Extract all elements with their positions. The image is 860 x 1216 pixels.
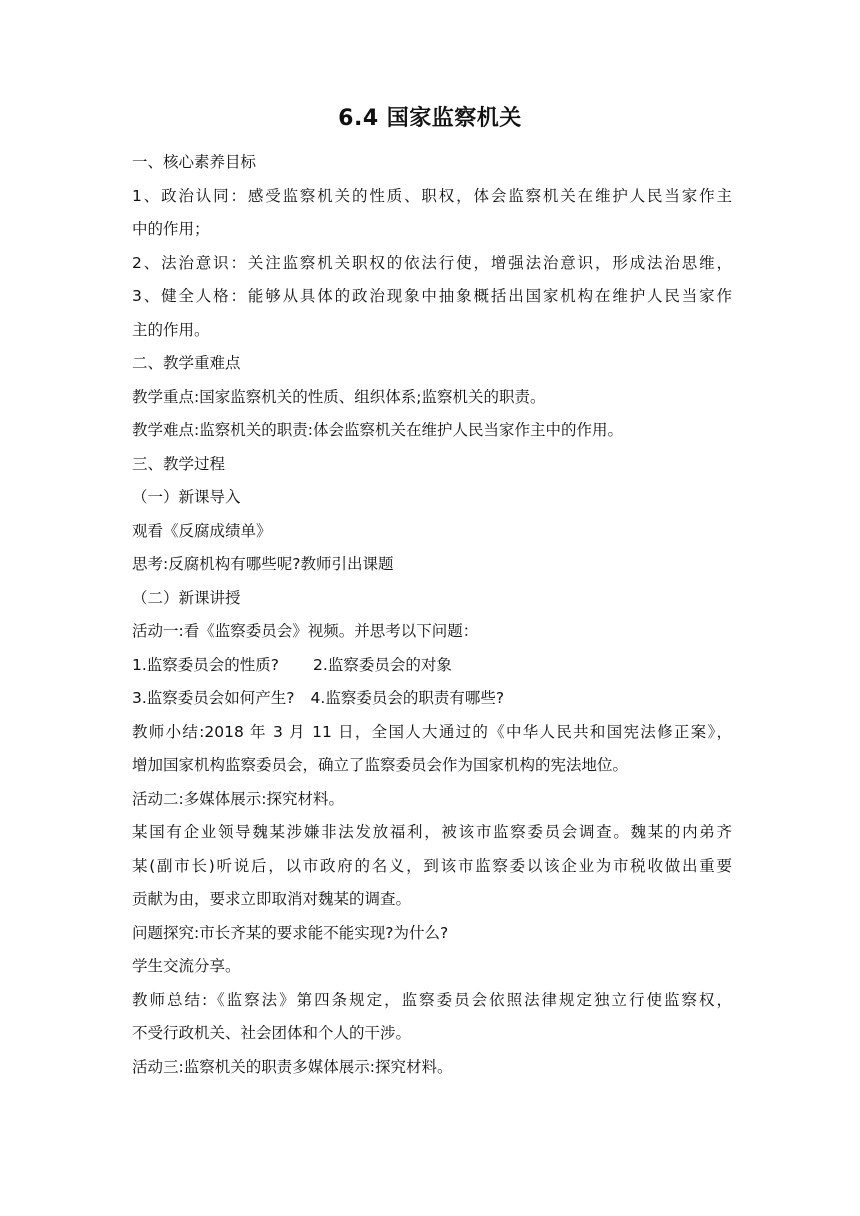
paragraph-line: 贡献为由，要求立即取消对魏某的调查。 xyxy=(132,890,412,908)
paragraph-line: 活动三:监察机关的职责多媒体展示:探究材料。 xyxy=(132,1057,453,1076)
section-heading: 三、教学过程 xyxy=(132,454,226,473)
paragraph-line: 中的作用； xyxy=(132,220,210,238)
paragraph-line: 学生交流分享。 xyxy=(132,957,241,975)
paragraph-line: 思考:反腐机构有哪些呢?教师引出课题 xyxy=(132,555,394,573)
question-row xyxy=(132,682,732,716)
paragraph-line: 教学难点:监察机关的职责:体会监察机关在维护人民当家作主中的作用。 xyxy=(132,421,623,439)
paragraph-line: 增加国家机构监察委员会，确立了监察委员会作为国家机构的宪法地位。 xyxy=(132,756,629,774)
section-heading: 二、教学重难点 xyxy=(132,354,241,372)
question-item: 2.监察委员会的对象 xyxy=(313,655,452,674)
paragraph-line: 3、健全人格：能够从具体的政治现象中抽象概括出国家机构在维护人民当家作 xyxy=(132,287,732,305)
paragraph-line: 活动二:多媒体展示:探究材料。 xyxy=(132,789,344,808)
document-title: 6.4 国家监察机关 xyxy=(338,106,522,131)
paragraph-line: 活动一:看《监察委员会》视频。并思考以下问题： xyxy=(132,622,479,640)
paragraph-line: 某国有企业领导魏某涉嫌非法发放福利，被该市监察委员会调查。魏某的内弟齐 xyxy=(132,823,732,841)
paragraph-line: 不受行政机关、社会团体和个人的干涉。 xyxy=(132,1024,412,1042)
paragraph-line: 教学重点:国家监察机关的性质、组织体系;监察机关的职责。 xyxy=(132,387,546,406)
paragraph-line: 主的作用。 xyxy=(132,320,210,339)
subsection-heading: （二）新课讲授 xyxy=(132,588,241,607)
paragraph-line: 某(副市长)听说后，以市政府的名义，到该市监察委以该企业为市税收做出重要 xyxy=(132,856,732,875)
paragraph-line: 问题探究:市长齐某的要求能不能实现?为什么? xyxy=(132,923,449,942)
paragraph-line: 2、法治意识：关注监察机关职权的依法行使，增强法治意识，形成法治思维， xyxy=(132,253,732,272)
question-item: 4.监察委员会的职责有哪些? xyxy=(310,689,505,707)
question-row xyxy=(132,649,732,683)
paragraph-line: 1、政治认同：感受监察机关的性质、职权，体会监察机关在维护人民当家作主 xyxy=(132,186,732,205)
paragraph-line: 教师小结:2018 年 3 月 11 日，全国人大通过的《中华人民共和国宪法修正案》， xyxy=(132,722,732,741)
section-heading: 一、核心素养目标 xyxy=(132,153,257,171)
subsection-heading: （一）新课导入 xyxy=(132,488,241,506)
question-item: 1.监察委员会的性质? xyxy=(132,655,280,674)
question-item: 3.监察委员会如何产生? xyxy=(132,689,295,707)
paragraph-line: 观看《反腐成绩单》 xyxy=(132,521,272,540)
paragraph-line: 教师总结:《监察法》第四条规定，监察委员会依照法律规定独立行使监察权， xyxy=(132,990,732,1009)
document-body xyxy=(132,146,732,1084)
